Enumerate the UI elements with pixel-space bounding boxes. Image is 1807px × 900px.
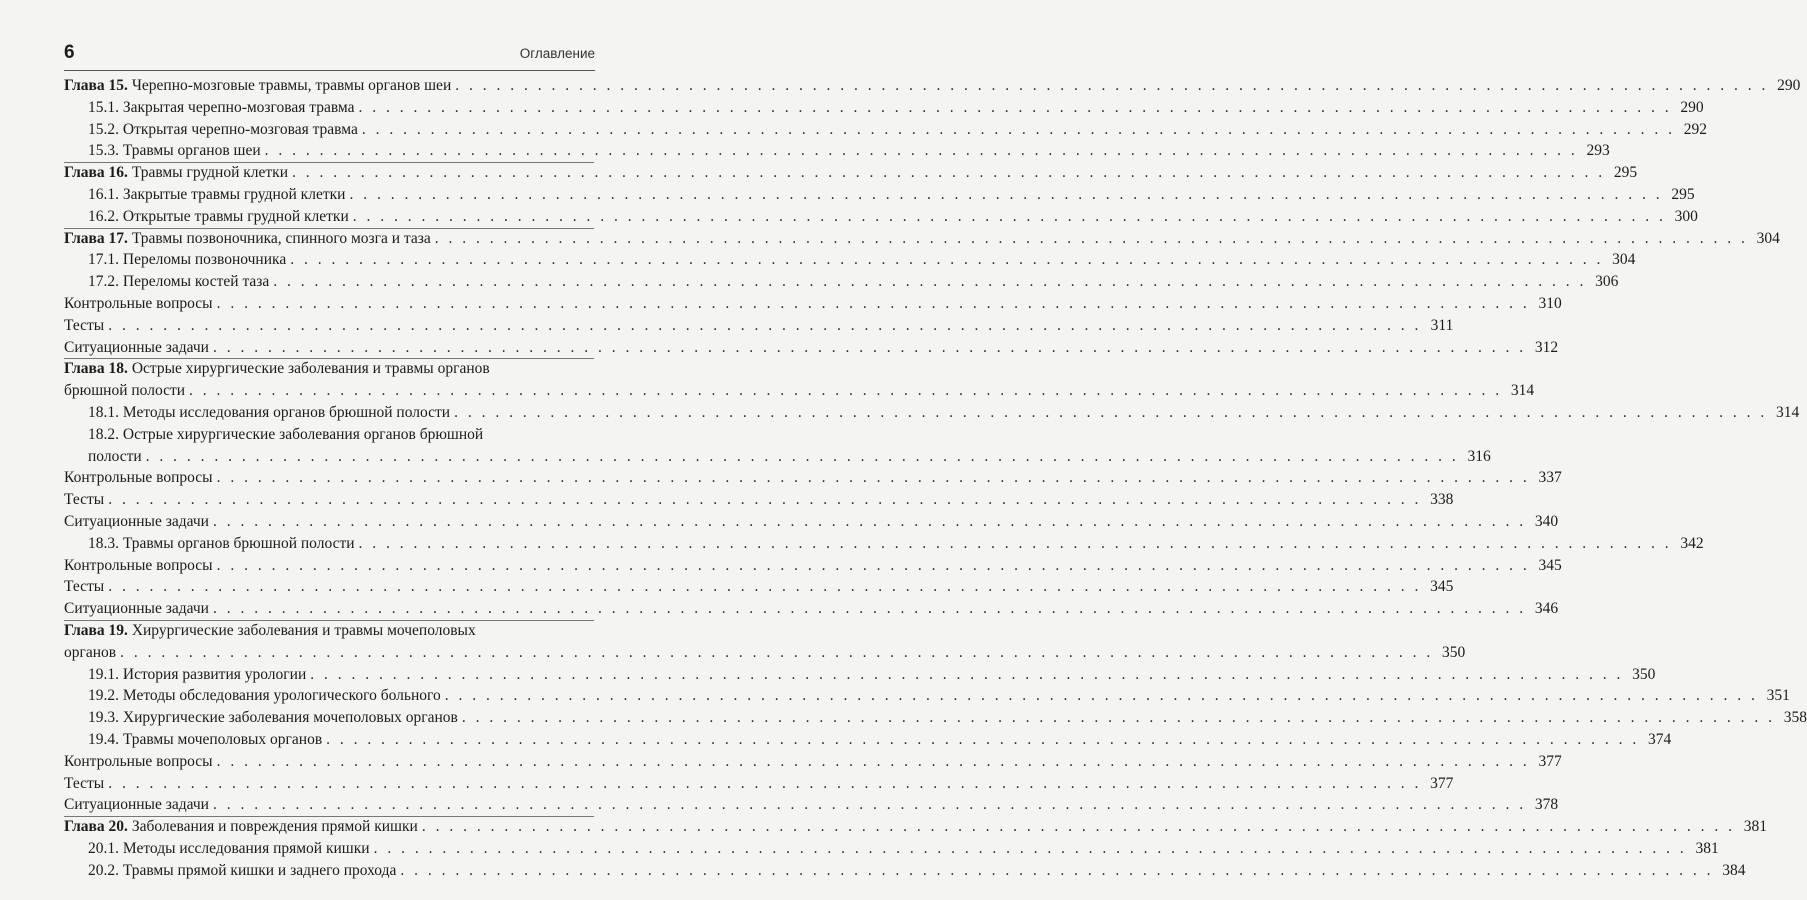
toc-entry-section xyxy=(64,184,1695,206)
table-of-contents xyxy=(64,75,1807,881)
toc-title xyxy=(88,97,355,119)
leader-dots xyxy=(213,794,1526,816)
page-reference: 292 xyxy=(1683,120,1707,138)
chapter-number: Глава 15. xyxy=(64,77,128,94)
entry-title-text: Тесты xyxy=(64,774,105,792)
leader-dots xyxy=(213,511,1526,533)
toc-line xyxy=(88,249,1636,271)
toc-title xyxy=(64,794,209,816)
toc-entry-misc xyxy=(64,293,1562,315)
toc-title xyxy=(88,426,483,443)
toc-line xyxy=(88,707,1807,729)
leader-dots xyxy=(292,162,1605,184)
page-reference: 304 xyxy=(1612,251,1636,269)
toc-title xyxy=(64,360,490,377)
leader-dots xyxy=(108,773,1421,795)
toc-entry-misc xyxy=(64,773,1454,795)
leader-dots xyxy=(326,729,1639,751)
leader-dots xyxy=(217,751,1530,773)
leader-dots xyxy=(265,140,1578,162)
entry-title-continued: брюшной полости xyxy=(64,382,186,400)
toc-line xyxy=(88,402,1800,424)
toc-title xyxy=(88,664,306,686)
toc-entry-section xyxy=(64,707,1807,729)
leader-dots xyxy=(445,685,1758,707)
entry-title-text: Острые хирургические заболевания и травмы органов xyxy=(131,360,490,378)
toc-line xyxy=(88,533,1704,555)
leader-dots xyxy=(349,184,1662,206)
page-reference: 378 xyxy=(1534,796,1559,814)
toc-title xyxy=(88,707,458,729)
page-reference: 314 xyxy=(1775,403,1800,421)
toc-entry-chapter xyxy=(64,75,1801,97)
toc-title xyxy=(88,184,345,206)
leader-dots xyxy=(353,206,1666,228)
toc-entry-chapter xyxy=(64,620,1466,664)
toc-line xyxy=(64,293,1562,315)
entry-title-text: Черепно-мозговые травмы, травмы органов шеи xyxy=(131,77,452,94)
toc-line xyxy=(64,620,594,642)
entry-title-text: 15.2. Открытая черепно-мозговая травма xyxy=(88,120,358,138)
page-reference: 300 xyxy=(1674,207,1698,225)
toc-title xyxy=(64,511,209,533)
toc-line xyxy=(64,598,1559,620)
page-reference: 350 xyxy=(1441,643,1466,661)
toc-entry-chapter xyxy=(64,162,1638,184)
toc-line xyxy=(88,140,1610,162)
toc-title xyxy=(64,467,213,489)
entry-title-text: 20.2. Травмы прямой кишки и заднего прохода xyxy=(88,861,397,879)
page-reference: 377 xyxy=(1430,774,1454,792)
page-reference: 377 xyxy=(1538,752,1562,770)
page-reference: 290 xyxy=(1777,77,1801,94)
toc-entry-misc xyxy=(64,751,1562,773)
entry-title-text: 19.2. Методы обследования урологического больного xyxy=(88,687,441,705)
toc-line xyxy=(64,511,1559,533)
page-reference: 374 xyxy=(1648,730,1672,748)
page-reference: 381 xyxy=(1743,818,1767,836)
toc-line xyxy=(64,751,1562,773)
leader-dots xyxy=(400,860,1713,882)
toc-entry-chapter xyxy=(64,228,1780,250)
page-reference: 306 xyxy=(1595,273,1619,291)
entry-title-text: Контрольные вопросы xyxy=(64,294,213,312)
entry-title-text: 19.3. Хирургические заболевания мочеполовых органов xyxy=(88,709,458,727)
entry-title-text: Тесты xyxy=(64,491,105,509)
leader-dots xyxy=(454,402,1767,424)
toc-entry-misc xyxy=(64,315,1454,337)
toc-line xyxy=(88,729,1672,751)
entry-title-text: Травмы позвоночника, спинного мозга и таза xyxy=(131,229,431,247)
toc-entry-chapter xyxy=(64,816,1767,838)
entry-title-text: 18.1. Методы исследования органов брюшной полости xyxy=(88,403,451,421)
leader-dots xyxy=(108,489,1421,511)
toc-line xyxy=(88,184,1695,206)
leader-dots xyxy=(217,555,1530,577)
entry-title-text: Хирургические заболевания и травмы мочеполовых xyxy=(131,621,476,639)
entry-title-text: Контрольные вопросы xyxy=(64,752,213,770)
leader-dots xyxy=(290,249,1603,271)
toc-line xyxy=(64,228,1780,250)
page-reference: 314 xyxy=(1510,382,1535,400)
chapter-number: Глава 20. xyxy=(64,818,128,836)
toc-title xyxy=(64,228,431,250)
entry-title-text: Ситуационные задачи xyxy=(64,338,209,356)
entry-title-text: 18.2. Острые хирургические заболевания органов брюшной xyxy=(88,425,484,443)
toc-entry-misc xyxy=(64,598,1559,620)
page-reference: 340 xyxy=(1534,512,1559,530)
toc-entry-misc xyxy=(64,337,1559,359)
running-head: Оглавление xyxy=(519,46,595,61)
toc-line xyxy=(64,773,1454,795)
toc-entry-section xyxy=(64,860,1746,882)
toc-title xyxy=(64,816,418,838)
toc-line xyxy=(88,838,1719,860)
toc-title xyxy=(88,249,286,271)
toc-entry-section xyxy=(64,206,1698,228)
toc-entry-section xyxy=(64,97,1704,119)
leader-dots xyxy=(213,598,1526,620)
toc-entry-chapter xyxy=(64,358,1535,402)
leader-dots xyxy=(108,315,1421,337)
toc-entry-misc xyxy=(64,467,1562,489)
page-reference: 345 xyxy=(1430,578,1454,596)
leader-dots xyxy=(108,576,1421,598)
toc-title xyxy=(88,838,370,860)
entry-title-text: 16.2. Открытые травмы грудной клетки xyxy=(88,207,349,225)
toc-title xyxy=(88,271,269,293)
toc-entry-misc xyxy=(64,576,1454,598)
entry-title-text: Контрольные вопросы xyxy=(64,469,213,487)
entry-title-text: 17.2. Переломы костей таза xyxy=(88,273,270,291)
toc-line-continued xyxy=(64,642,1466,664)
leader-dots xyxy=(189,380,1502,402)
page-reference: 384 xyxy=(1722,861,1746,879)
leader-dots xyxy=(435,228,1748,250)
toc-title xyxy=(64,598,209,620)
toc-line xyxy=(64,358,594,380)
entry-title-text: 16.1. Закрытые травмы грудной клетки xyxy=(88,185,346,203)
toc-line-continued xyxy=(64,380,1535,402)
leader-dots xyxy=(213,337,1526,359)
toc-line xyxy=(64,576,1454,598)
toc-entry-misc xyxy=(64,489,1454,511)
entry-title-text: Ситуационные задачи xyxy=(64,600,209,618)
entry-title-text: 15.1. Закрытая черепно-мозговая травма xyxy=(88,98,355,116)
toc-title xyxy=(64,293,213,315)
page-reference: 338 xyxy=(1430,491,1454,509)
chapter-number: Глава 17. xyxy=(64,229,128,247)
entry-title-text: Ситуационные задачи xyxy=(64,512,209,530)
entry-title-text: Ситуационные задачи xyxy=(64,796,209,814)
toc-title xyxy=(64,162,288,184)
toc-line xyxy=(64,315,1454,337)
toc-title xyxy=(88,860,396,882)
toc-line xyxy=(64,337,1559,359)
toc-entry-section xyxy=(64,729,1672,751)
toc-line xyxy=(88,664,1656,686)
entry-title-text: 19.4. Травмы мочеполовых органов xyxy=(88,730,323,748)
page-reference: 304 xyxy=(1756,229,1780,247)
toc-line xyxy=(64,555,1562,577)
toc-title xyxy=(64,773,104,795)
toc-title xyxy=(88,119,358,141)
page-reference: 310 xyxy=(1538,294,1562,312)
chapter-number: Глава 16. xyxy=(64,164,128,182)
page-reference: 311 xyxy=(1430,316,1454,334)
toc-line xyxy=(88,206,1698,228)
leader-dots xyxy=(310,664,1623,686)
toc-title xyxy=(88,206,349,228)
chapter-number: Глава 18. xyxy=(64,360,128,378)
toc-entry-section xyxy=(64,140,1610,162)
leader-dots xyxy=(362,119,1675,141)
page-number: 6 xyxy=(64,42,75,63)
toc-line-continued xyxy=(88,446,1491,468)
toc-line xyxy=(64,162,1638,184)
toc-line xyxy=(64,75,1801,97)
leader-dots xyxy=(120,642,1433,664)
toc-entry-section xyxy=(64,119,1707,141)
toc-title xyxy=(88,729,322,751)
toc-entry-misc xyxy=(64,794,1559,816)
entry-title-text: 19.1. История развития урологии xyxy=(88,665,307,683)
toc-title xyxy=(88,140,261,162)
page-reference: 342 xyxy=(1680,534,1704,552)
leader-dots xyxy=(359,97,1672,119)
entry-title-continued: полости xyxy=(88,447,142,465)
toc-entry-section xyxy=(64,533,1704,555)
page-reference: 337 xyxy=(1538,469,1562,487)
toc-title xyxy=(64,337,209,359)
toc-line xyxy=(88,119,1707,141)
leader-dots xyxy=(422,816,1735,838)
chapter-number: Глава 19. xyxy=(64,621,128,639)
toc-entry-section xyxy=(64,271,1619,293)
leader-dots xyxy=(359,533,1672,555)
leader-dots xyxy=(273,271,1586,293)
entry-title-text: Травмы грудной клетки xyxy=(131,164,288,182)
toc-entry-section xyxy=(64,685,1790,707)
entry-title-text: Тесты xyxy=(64,316,105,334)
toc-entry-section xyxy=(64,664,1656,686)
page-reference: 312 xyxy=(1534,338,1559,356)
page-reference: 293 xyxy=(1586,142,1610,160)
leader-dots xyxy=(217,467,1530,489)
leader-dots xyxy=(217,293,1530,315)
page-reference: 350 xyxy=(1632,665,1656,683)
toc-entry-misc xyxy=(64,511,1559,533)
toc-line xyxy=(88,97,1704,119)
page-reference: 358 xyxy=(1783,709,1807,727)
page-reference: 295 xyxy=(1613,164,1638,182)
toc-title xyxy=(88,533,355,555)
toc-line xyxy=(88,685,1790,707)
toc-entry-section xyxy=(64,402,1800,424)
entry-title-text: Контрольные вопросы xyxy=(64,556,213,574)
page-reference: 290 xyxy=(1680,98,1704,116)
leader-dots xyxy=(146,446,1459,468)
toc-title xyxy=(64,576,104,598)
page-reference: 316 xyxy=(1467,447,1491,465)
toc-title xyxy=(88,402,450,424)
entry-title-text: 17.1. Переломы позвоночника xyxy=(88,251,287,269)
toc-title xyxy=(88,685,441,707)
toc-title xyxy=(64,751,213,773)
toc-line xyxy=(64,467,1562,489)
page-reference: 381 xyxy=(1695,839,1719,857)
toc-entry-section xyxy=(64,424,1491,468)
page-reference: 346 xyxy=(1534,600,1559,618)
page-header xyxy=(64,40,595,66)
toc-line xyxy=(88,271,1619,293)
toc-title xyxy=(64,75,451,97)
leader-dots xyxy=(374,838,1687,860)
entry-title-text: 20.1. Методы исследования прямой кишки xyxy=(88,839,370,857)
leader-dots xyxy=(455,75,1768,97)
page-reference: 295 xyxy=(1671,185,1695,203)
page-reference: 351 xyxy=(1766,687,1790,705)
entry-title-continued: органов xyxy=(64,643,117,661)
toc-title xyxy=(64,555,213,577)
header-divider xyxy=(64,70,595,71)
toc-line xyxy=(64,489,1454,511)
toc-line xyxy=(64,794,1559,816)
toc-line xyxy=(64,816,1767,838)
toc-entry-section xyxy=(64,838,1719,860)
toc-title xyxy=(64,622,476,639)
toc-title xyxy=(64,489,104,511)
entry-title-text: 18.3. Травмы органов брюшной полости xyxy=(88,534,355,552)
toc-line xyxy=(88,860,1746,882)
page-reference: 345 xyxy=(1538,556,1562,574)
toc-title xyxy=(64,315,104,337)
toc-entry-misc xyxy=(64,555,1562,577)
toc-line xyxy=(88,424,594,446)
toc-entry-section xyxy=(64,249,1636,271)
leader-dots xyxy=(462,707,1775,729)
entry-title-text: 15.3. Травмы органов шеи xyxy=(88,142,261,160)
entry-title-text: Заболевания и повреждения прямой кишки xyxy=(131,818,418,836)
entry-title-text: Тесты xyxy=(64,578,105,596)
